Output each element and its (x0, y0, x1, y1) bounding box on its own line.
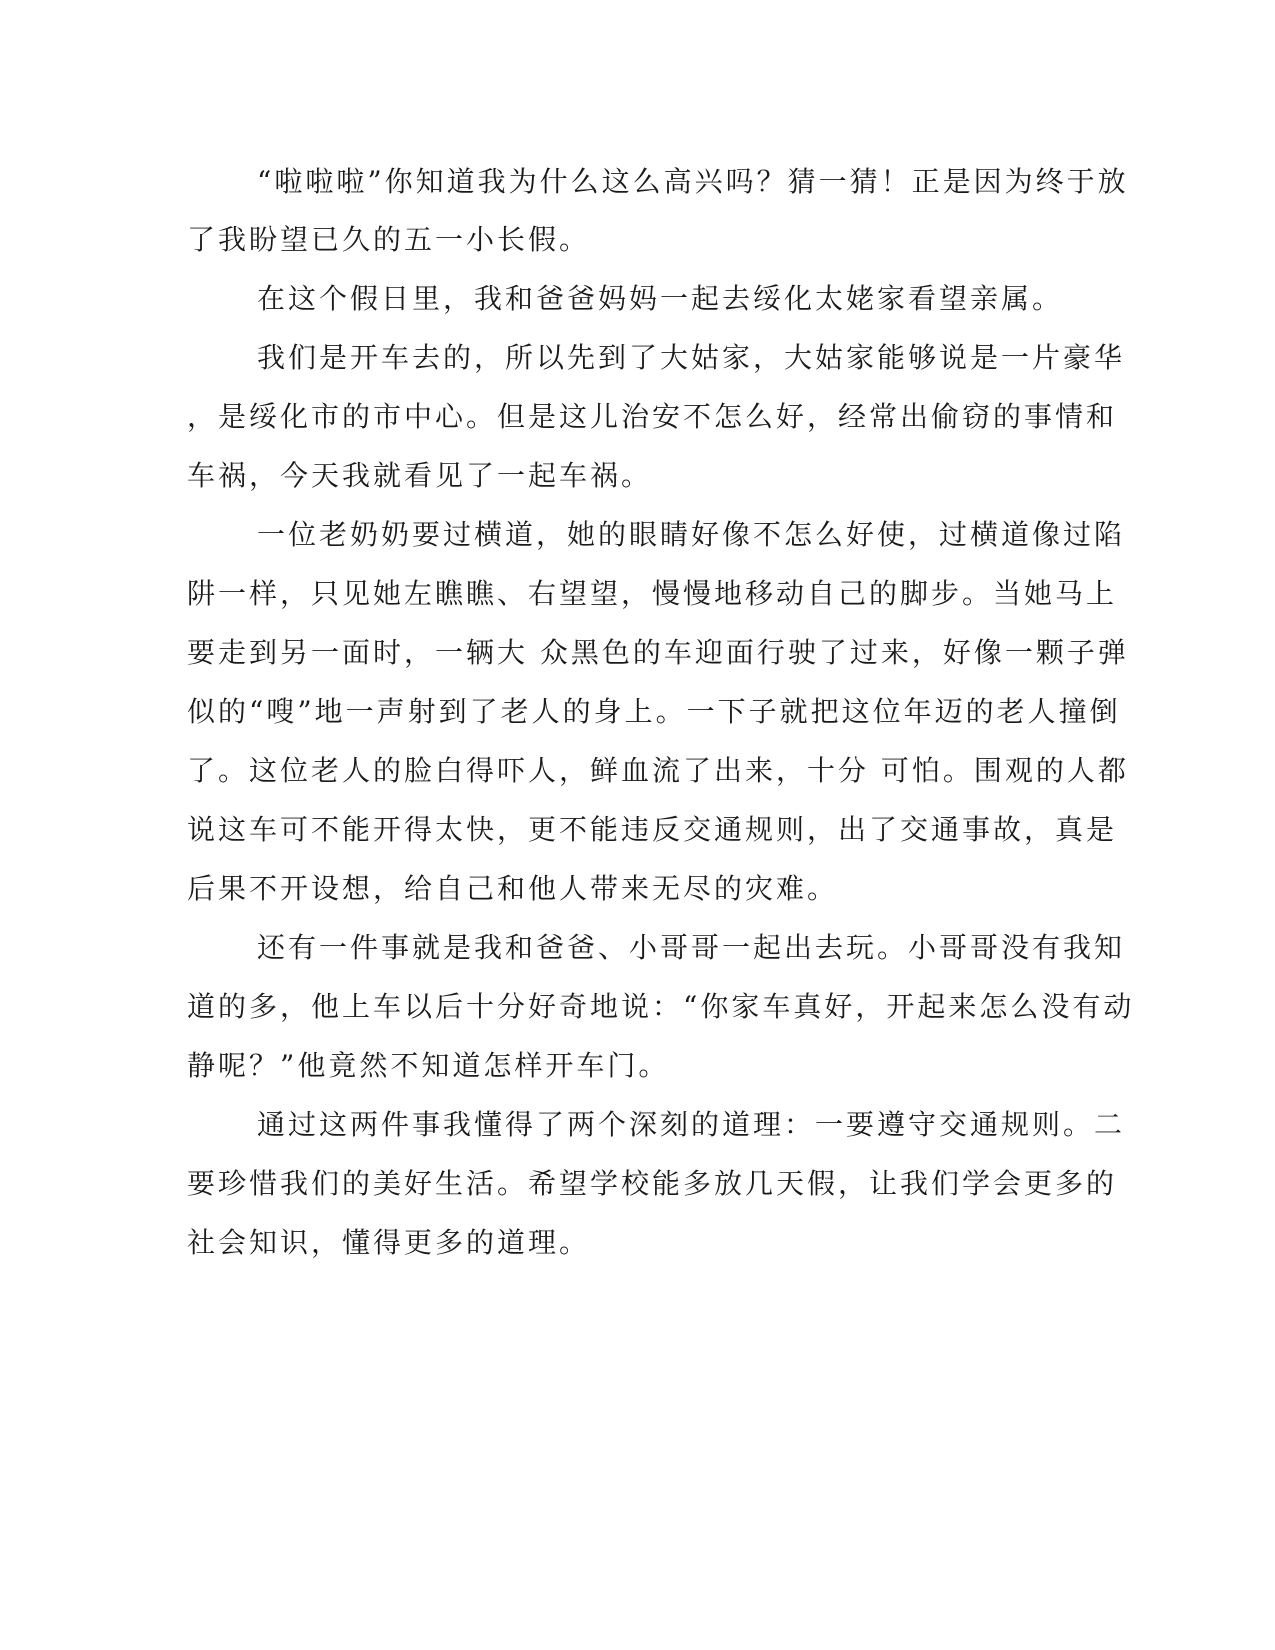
text-line: 要走到另一面时，一辆大 众黑色的车迎面行驶了过来，好像一颗子弹 (187, 636, 1129, 669)
text-line: 在这个假日里，我和爸爸妈妈一起去绥化太姥家看望亲属。 (257, 282, 1064, 315)
text-line: 似的“嗖”地一声射到了老人的身上。一下子就把这位年迈的老人撞倒 (187, 695, 1121, 728)
text-line: 社会知识，懂得更多的道理。 (187, 1226, 591, 1259)
text-line: 我们是开车去的，所以先到了大姑家，大姑家能够说是一片豪华 (257, 341, 1126, 374)
text-line: 了。这位老人的脸白得吓人，鲜血流了出来，十分 可怕。围观的人都 (187, 754, 1129, 787)
text-line: 要珍惜我们的美好生活。希望学校能多放几天假，让我们学会更多的 (187, 1167, 1118, 1200)
text-line: 阱一样，只见她左瞧瞧、右望望，慢慢地移动自己的脚步。当她马上 (187, 577, 1118, 610)
text-line: ，是绥化市的市中心。但是这儿治安不怎么好，经常出偷窃的事情和 (187, 400, 1118, 433)
text-line: “啦啦啦”你知道我为什么这么高兴吗？猜一猜！正是因为终于放 (257, 165, 1129, 198)
text-line: 车祸，今天我就看见了一起车祸。 (187, 459, 653, 492)
text-line: 了我盼望已久的五一小长假。 (187, 223, 591, 256)
text-line: 还有一件事就是我和爸爸、小哥哥一起出去玩。小哥哥没有我知 (257, 931, 1126, 964)
text-line: 静呢？”他竟然不知道怎样开车门。 (187, 1049, 670, 1082)
text-line: 说这车可不能开得太快，更不能违反交通规则，出了交通事故，真是 (187, 813, 1118, 846)
text-line: 一位老奶奶要过横道，她的眼睛好像不怎么好使，过横道像过陷 (257, 518, 1126, 551)
text-line: 道的多，他上车以后十分好奇地说：“你家车真好，开起来怎么没有动 (187, 990, 1135, 1023)
text-line: 后果不开设想，给自己和他人带来无尽的灾难。 (187, 872, 839, 905)
text-line: 通过这两件事我懂得了两个深刻的道理：一要遵守交通规则。二 (257, 1108, 1126, 1141)
